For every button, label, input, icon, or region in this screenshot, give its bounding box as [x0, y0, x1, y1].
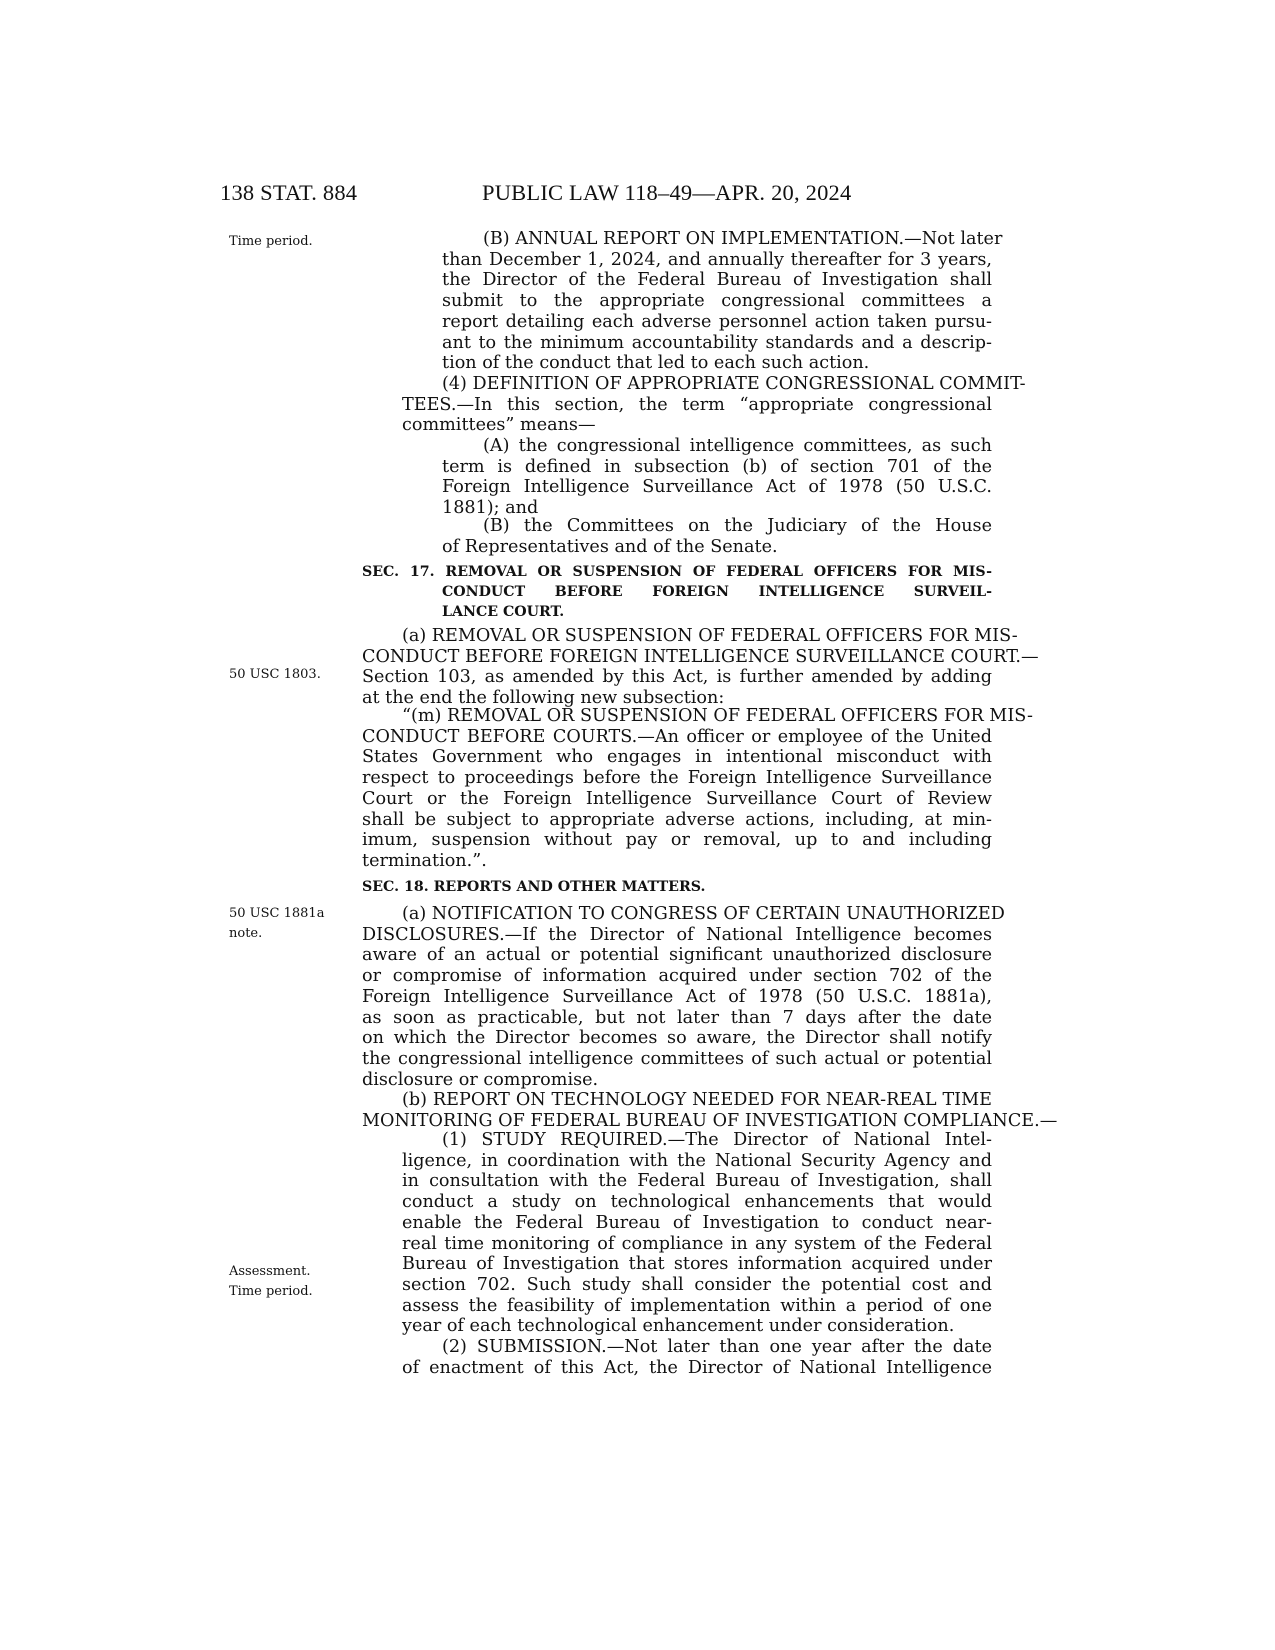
text-line: Court or the Foreign Intelligence Surveillance Court of Review [362, 788, 992, 809]
text-line: (a) REMOVAL OR SUSPENSION OF FEDERAL OFFICERS FOR MIS- [402, 626, 1018, 646]
margin-note-50-usc-1881a [229, 904, 324, 944]
text-line: of Representatives and of the Senate. [442, 536, 778, 557]
margin-note-time-period: Time period. [229, 234, 313, 249]
text-line: on which the Director becomes so aware, the Director shall notify [362, 1028, 992, 1049]
margin-note-line: Time period. [229, 1284, 313, 1299]
text-line: MONITORING OF FEDERAL BUREAU OF INVESTIGATION COMPLIANCE.— [362, 1110, 1058, 1131]
heading-line: CONDUCT BEFORE FOREIGN INTELLIGENCE SURVEIL- [442, 584, 992, 600]
text-line: the Director of the Federal Bureau of Investigation shall [442, 270, 992, 291]
text-line: real time monitoring of compliance in any system of the Federal [402, 1233, 992, 1254]
text-line: year of each technological enhancement under consideration. [402, 1316, 955, 1337]
text-line: enable the Federal Bureau of Investigation to conduct near- [402, 1212, 992, 1233]
page-running-title: PUBLIC LAW 118–49—APR. 20, 2024 [482, 180, 852, 205]
text-line: (2) SUBMISSION.—Not later than one year after the date [442, 1337, 992, 1357]
text-line: respect to proceedings before the Foreign Intelligence Surveillance [362, 768, 992, 789]
heading-line: LANCE COURT. [442, 604, 565, 620]
text-line: termination.”. [362, 850, 487, 871]
paragraph-annual-report [442, 229, 1003, 374]
margin-note-50-usc-1803: 50 USC 1803. [229, 667, 321, 682]
margin-note-line: Assessment. [229, 1264, 311, 1279]
text-line: (B) the Committees on the Judiciary of the House [483, 516, 992, 536]
text-line: DISCLOSURES.—If the Director of National Intelligence becomes [362, 924, 992, 945]
text-line: report detailing each adverse personnel action taken pursu- [442, 311, 992, 332]
text-line: committees” means— [402, 415, 596, 436]
text-line: Section 103, as amended by this Act, is further amended by adding [362, 667, 992, 688]
paragraph-definition [402, 374, 1026, 436]
text-line: term is defined in subsection (b) of section 701 of the [442, 456, 992, 477]
text-line: (b) REPORT ON TECHNOLOGY NEEDED FOR NEAR-REAL TIME [402, 1090, 992, 1110]
text-line: imum, suspension without pay or removal, up to and including [362, 830, 992, 851]
text-line: conduct a study on technological enhancements that would [402, 1192, 992, 1213]
text-line: or compromise of information acquired under section 702 of the [362, 966, 992, 987]
heading-line: SEC. 17. REMOVAL OR SUSPENSION OF FEDERAL OFFICERS FOR MIS- [362, 564, 992, 580]
text-line: aware of an actual or potential significant unauthorized disclosure [362, 945, 992, 966]
paragraph-18a [362, 904, 1005, 1090]
text-line: “(m) REMOVAL OR SUSPENSION OF FEDERAL OFFICERS FOR MIS- [402, 706, 1033, 726]
text-line: tion of the conduct that led to each such action. [442, 353, 870, 374]
text-line: ant to the minimum accountability standards and a descrip- [442, 332, 992, 353]
text-line: in consultation with the Federal Bureau of Investigation, shall [402, 1171, 992, 1192]
text-line: at the end the following new subsection: [362, 688, 725, 709]
text-line: Foreign Intelligence Surveillance Act of 1978 (50 U.S.C. [442, 477, 992, 498]
text-line: 1881); and [442, 498, 539, 519]
text-line: as soon as practicable, but not later than 7 days after the date [362, 1007, 992, 1028]
paragraph-18b2 [402, 1337, 992, 1378]
margin-note-line: note. [229, 926, 263, 941]
text-line: assess the feasibility of implementation within a period of one [402, 1295, 992, 1316]
text-line: TEES.—In this section, the term “appropriate congressional [402, 394, 992, 415]
text-line: (a) NOTIFICATION TO CONGRESS OF CERTAIN UNAUTHORIZED [402, 904, 1005, 924]
text-line: Foreign Intelligence Surveillance Act of 1978 (50 U.S.C. 1881a), [362, 986, 992, 1007]
text-line: submit to the appropriate congressional committees a [442, 291, 992, 312]
text-line: (1) STUDY REQUIRED.—The Director of National Intel- [442, 1130, 992, 1150]
margin-note-line: 50 USC 1881a [229, 906, 325, 921]
text-line: ligence, in coordination with the National Security Agency and [402, 1150, 992, 1171]
text-line: shall be subject to appropriate adverse actions, including, at min- [362, 809, 992, 830]
text-line: disclosure or compromise. [362, 1069, 599, 1090]
text-line: section 702. Such study shall consider the potential cost and [402, 1274, 992, 1295]
margin-note-assessment [229, 1262, 313, 1302]
text-line: the congressional intelligence committees of such actual or potential [362, 1048, 992, 1069]
text-line: of enactment of this Act, the Director of National Intelligence [402, 1357, 992, 1378]
paragraph-18b [362, 1090, 1058, 1131]
paragraph-17m [362, 706, 1033, 872]
text-line: (B) ANNUAL REPORT ON IMPLEMENTATION.—Not later [483, 229, 1003, 249]
text-line: CONDUCT BEFORE FOREIGN INTELLIGENCE SURVEILLANCE COURT.— [362, 646, 1039, 667]
text-line: than December 1, 2024, and annually thereafter for 3 years, [442, 249, 992, 270]
section-17-heading [362, 562, 992, 622]
text-line: Bureau of Investigation that stores information acquired under [402, 1254, 992, 1275]
paragraph-definition-a [442, 436, 992, 519]
text-line: CONDUCT BEFORE COURTS.—An officer or employee of the United [362, 726, 992, 747]
text-line: (4) DEFINITION OF APPROPRIATE CONGRESSIONAL COMMIT- [442, 374, 1026, 394]
paragraph-definition-b [442, 516, 992, 557]
paragraph-18b1 [402, 1130, 992, 1337]
paragraph-17a [362, 626, 1039, 709]
section-18-heading: SEC. 18. REPORTS AND OTHER MATTERS. [362, 879, 706, 895]
text-line: States Government who engages in intentional misconduct with [362, 747, 992, 768]
page-stat-number: 138 STAT. 884 [220, 180, 358, 205]
text-line: (A) the congressional intelligence committees, as such [483, 436, 992, 456]
